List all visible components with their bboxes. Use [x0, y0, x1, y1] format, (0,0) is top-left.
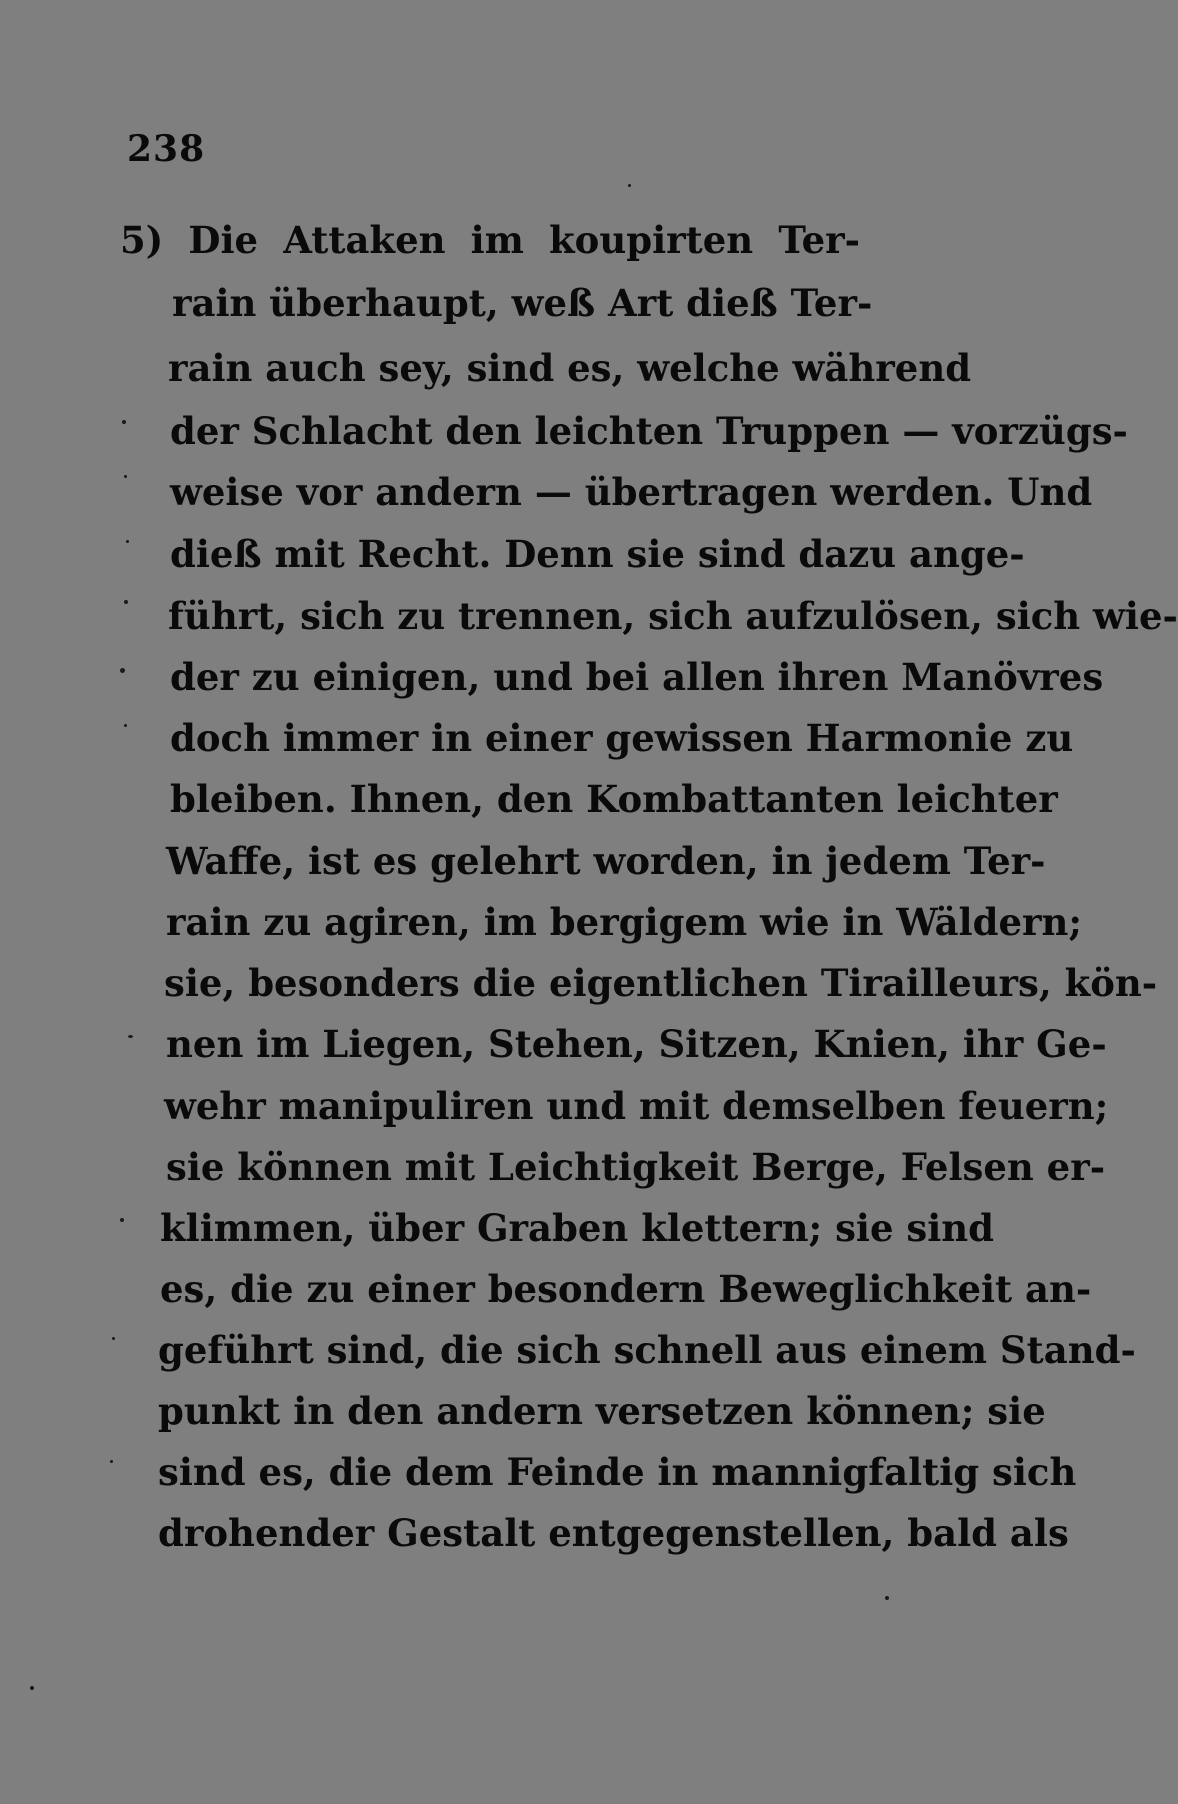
text-line: nen im Liegen, Stehen, Sitzen, Knien, ihr Ge-: [166, 1022, 1107, 1066]
scan-speck: [124, 475, 127, 478]
text-line: punkt in den andern versetzen können; sie: [158, 1389, 1046, 1433]
scan-speck: [126, 540, 129, 543]
scan-speck: [124, 600, 128, 604]
scan-speck: [885, 1596, 889, 1600]
text-line: der zu einigen, und bei allen ihren Manövres: [170, 655, 1104, 699]
text-line: geführt sind, die sich schnell aus einem Stand-: [158, 1328, 1136, 1372]
text-line: rain zu agiren, im bergigem wie in Wäldern;: [166, 900, 1083, 944]
scan-speck: [120, 1218, 124, 1222]
scan-speck: [120, 668, 125, 673]
text-line: rain überhaupt, weß Art dieß Ter-: [172, 281, 873, 325]
scan-speck: [110, 1460, 113, 1463]
scan-speck: [112, 1337, 115, 1340]
text-line: sind es, die dem Feinde in mannigfaltig sich: [158, 1450, 1077, 1494]
text-line: dieß mit Recht. Denn sie sind dazu ange-: [170, 532, 1025, 576]
scan-speck: [30, 1686, 34, 1690]
text-line: weise vor andern — übertragen werden. Und: [170, 470, 1093, 514]
text-line: der Schlacht den leichten Truppen — vorzügs-: [170, 409, 1128, 453]
text-line: drohender Gestalt entgegenstellen, bald als: [158, 1511, 1069, 1555]
scan-speck: [122, 420, 126, 424]
scan-speck: [628, 184, 631, 187]
text-line: sie können mit Leichtigkeit Berge, Felsen er-: [166, 1145, 1106, 1189]
scan-speck: [124, 724, 127, 727]
text-line: sie, besonders die eigentlichen Tirailleurs, kön-: [164, 961, 1158, 1005]
text-line: Waffe, ist es gelehrt worden, in jedem Ter-: [166, 839, 1046, 883]
text-line: führt, sich zu trennen, sich aufzulösen, sich wie-: [168, 594, 1178, 638]
text-line: klimmen, über Graben klettern; sie sind: [160, 1206, 995, 1250]
text-line: wehr manipuliren und mit demselben feuern;: [164, 1084, 1109, 1128]
text-line: rain auch sey, sind es, welche während: [168, 346, 972, 390]
text-line: 5) Die Attaken im koupirten Ter-: [120, 218, 860, 262]
text-line: bleiben. Ihnen, den Kombattanten leichter: [170, 777, 1058, 821]
page-number: 238: [127, 128, 206, 170]
text-line: es, die zu einer besondern Beweglichkeit an-: [160, 1267, 1092, 1311]
text-line: doch immer in einer gewissen Harmonie zu: [170, 716, 1074, 760]
scan-speck: [128, 1035, 133, 1038]
